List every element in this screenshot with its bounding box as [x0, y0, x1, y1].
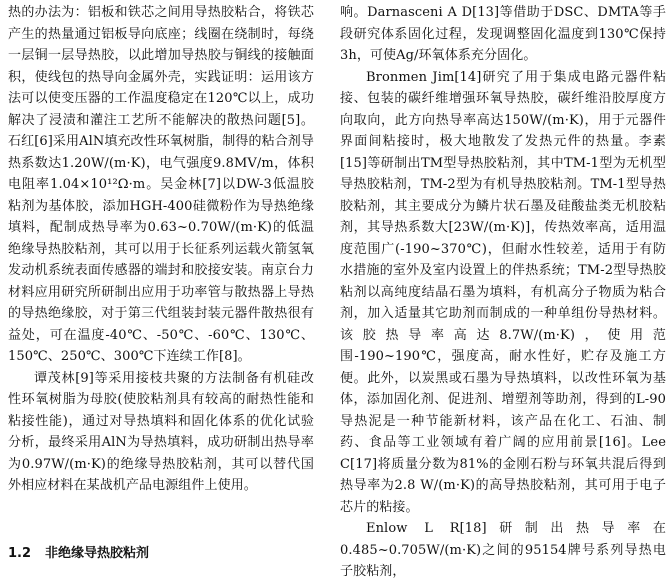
paragraph-tan-maolin: 谭茂林[9]等采用接枝共聚的方法制备有机硅改性环氧树脂为母胶(使胶粘剂具有较高的耐热性能和粘接性能)，通过对导热填料和固化体系的优化试验分析，最终采用AlN为导热填料，成功研制出热导率为0.97W/(m·K)的绝缘导热胶粘剂，其可以替代国外相应材料在某战机产品电源组件上使用。 [8, 370, 314, 493]
section-title: 非绝缘导热胶粘剂 [45, 546, 150, 561]
section-heading [8, 543, 314, 564]
section-number: 1.2 [8, 546, 32, 561]
paragraph-darnasceni: 响。Darnasceni A D[13]等借助于DSC、DMTA等手段研究体系固化过程，发现调整固化温度到130℃保持3h，可使Ag/环氧体系充分固化。 [340, 5, 666, 63]
paragraph-bronmen-jim: Bronmen Jim[14]研究了用于集成电路元器件粘接、包装的碳纤维增强环氧导热胶，碳纤维沿胶厚度方向取向，此方向热导率高达150W/(m·K)，用于元器件界面间粘接时，极大地散发了发热元件的热量。李素[15]等研制出TM型导热胶粘剂，其中TM-1型为无机型导热胶粘剂，TM-2型为有机导热胶粘剂。TM-1型导热胶粘剂，其主要成分为鳞片状石墨及硅酸盐类无机胶粘剂，其导热系数大[23W/(m·K)]，传热效率高，适用温度范围广(-190~370℃)，但耐水性较差，适用于有防水措施的室外及室内设置上的伴热系统；TM-2型导热胶粘剂以高纯度结晶石墨为填料，有机高分子物质为粘合剂，加入适量其它助剂而制成的一种单组份导热材料。该胶热导率高达8.7W/(m·K)，使用范围-190~190℃，强度高，耐水性好，贮存及施工方便。此外，以炭黑或石墨为导热填料，以改性环氧为基体，添加固化剂、促进剂、增塑剂等助剂，得到的L-90导热泥是一种节能新材料，该产品在化工、石油、制药、食品等工业领域有着广阔的应用前景[16]。Lee C[17]将质量分数为81%的金刚石粉与环氧共混后得到热导率为2.8 W/(m·K)的高导热胶粘剂，其可用于电子芯片的粘接。 [340, 69, 666, 515]
paragraph-enlow: Enlow L R[18]研制出热导率在0.485~0.705W/(m·K)之间的95154牌号系列导热电子胶粘剂， [340, 521, 666, 579]
paragraph-heat-dissipation-method: 热的办法为：铝板和铁芯之间用导热胶粘合，将铁芯产生的热量通过铝板导向底座；线圈在绕制时，每绕一层铜一层导热胶，以此增加导热胶与铜线的接触面积，使线包的热导向金属外壳，实践证明：运用该方法可以使变压器的工作温度稳定在120℃以上，成功解决了浸渍和灌注工艺所不能解决的散热问题[5]。石红[6]采用AlN填充改性环氧树脂，制得的粘合剂导热系数达1.20W/(m·K)，电气强度9.8MV/m，体积电阻率1.04×10¹²Ω·m。吴金林[7]以DW-3低温胶粘剂为基体胶，添加HGH-400硅微粉作为导热绝缘填料，配制成热导率为0.63~0.70W/(m·K)的低温绝缘导热胶粘剂，其可以用于长征系列运载火箭氢氧发动机系统表面传感器的端封和胶接安装。南京台力材料应用研究所研制出应用于功率管与散热器上导热的导热绝缘胶，对于第三代组装封装元器件散热很有益处，可在温度-40℃、-50℃、-60℃、130℃、150℃、250℃、300℃下连续工作[8]。 [8, 5, 314, 364]
right-column [340, 2, 666, 583]
left-column [8, 2, 314, 497]
